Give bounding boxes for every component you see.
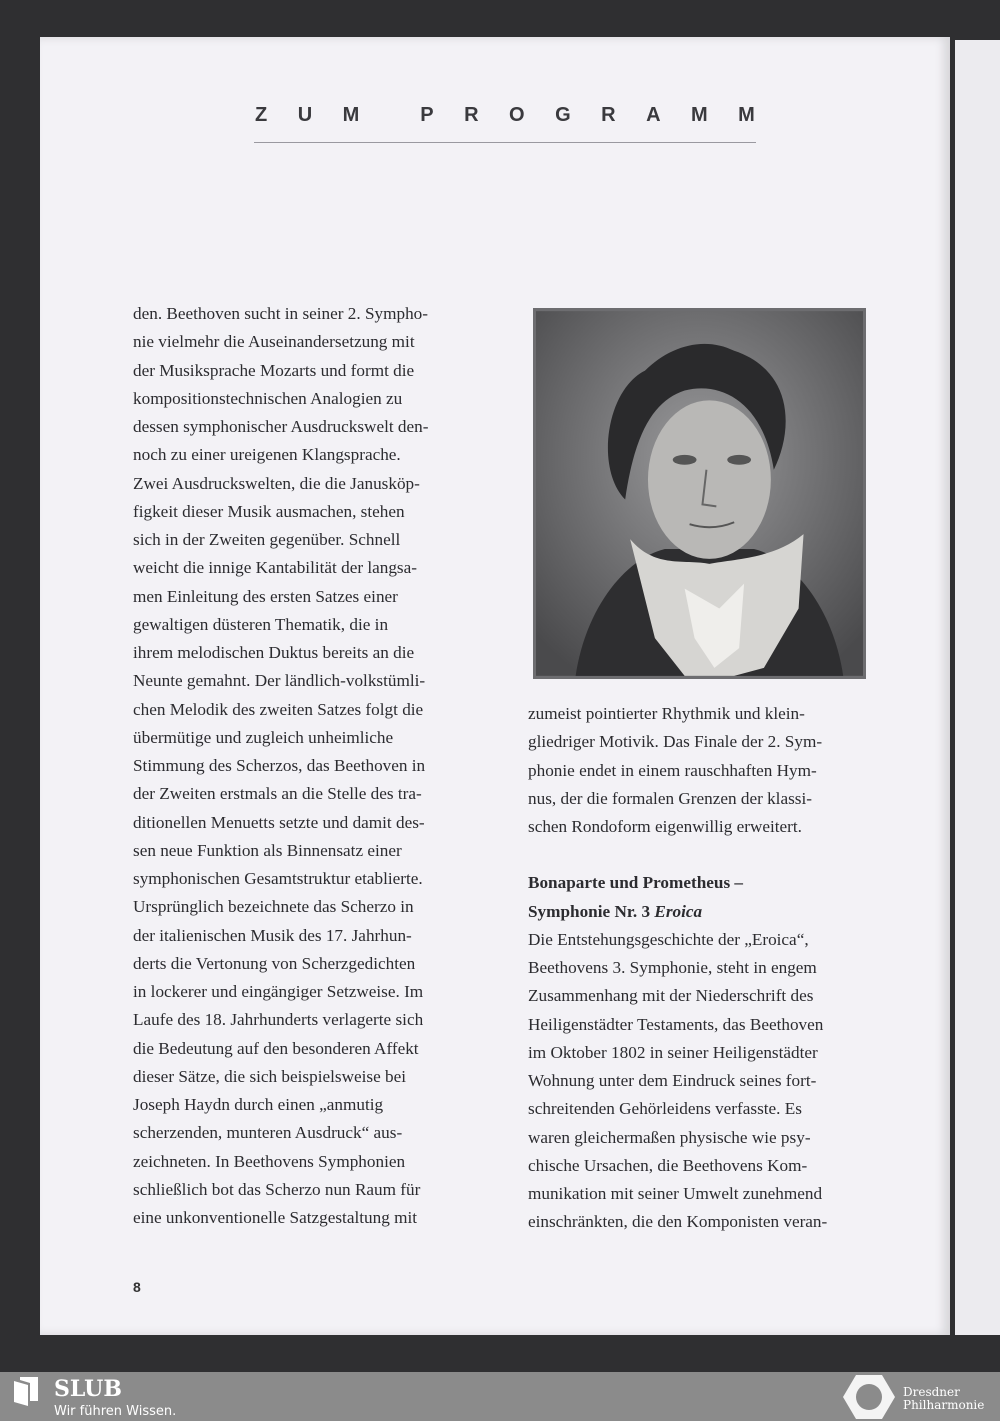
text-line: dessen symphonischer Ausdruckswelt den- [133, 417, 429, 436]
text-line: schreitenden Gehörleidens verfasste. Es [528, 1099, 802, 1119]
text-line: derts die Vertonung von Scherzgedichten [133, 953, 416, 973]
text-line: gliedriger Motivik. Das Finale der 2. Sym- [528, 732, 823, 752]
partner-line2: Philharmonie [903, 1398, 985, 1412]
header-letter: G [555, 104, 571, 126]
text-line: Zwei Ausdruckswelten, die die Janusköp- [133, 473, 420, 493]
text-line: munikation mit seiner Umwelt zunehmend [528, 1184, 823, 1203]
text-line: chen Melodik des zweiten Satzes folgt die [133, 699, 424, 719]
text-line: nus, der die formalen Grenzen der klassi- [528, 788, 812, 808]
text-line: kompositionstechnischen Analogien zu [133, 388, 403, 408]
section-heading-line2 [528, 898, 827, 926]
text-line: weicht die innige Kantabilität der langsa- [133, 558, 417, 578]
header-letter: P [420, 104, 434, 126]
philharmonie-name[interactable] [903, 1386, 984, 1412]
philharmonie-logo-icon [842, 1374, 896, 1420]
text-line: die Bedeutung auf den besonderen Affekt [133, 1038, 419, 1058]
text-line: Stimmung des Scherzos, das Beethoven in [133, 756, 426, 775]
header-letter: M [691, 104, 708, 126]
header-letter: U [297, 104, 313, 126]
text-line: in lockerer und eingängiger Setzweise. Im [133, 982, 424, 1001]
header-letter: R [464, 104, 479, 126]
text-line: nie vielmehr die Auseinandersetzung mit [133, 332, 415, 352]
text-line: eine unkonventionelle Satzgestaltung mit [133, 1208, 418, 1227]
slub-tagline: Wir führen Wissen. [54, 1404, 177, 1419]
text-line: Laufe des 18. Jahrhunderts verlagerte sich [133, 1010, 424, 1030]
text-line: figkeit dieser Musik ausmachen, stehen [133, 501, 405, 521]
text-line: Die Entstehungsgeschichte der „Eroica“, [528, 929, 809, 949]
text-line: gewaltigen düsteren Thematik, die in [133, 614, 389, 634]
heading-italic-title: Eroica [654, 901, 703, 921]
text-line: sich in der Zweiten gegenüber. Schnell [133, 530, 401, 549]
header-letter: R [601, 104, 616, 126]
header-letter: O [509, 104, 525, 126]
text-line: einschränkten, die den Komponisten veran- [528, 1212, 828, 1232]
header-letter: M [738, 104, 755, 126]
page-number: 8 [133, 1279, 141, 1295]
text-line: schen Rondoform eigenwillig erweitert. [528, 817, 802, 836]
header-letter: A [646, 104, 661, 126]
text-line: scherzenden, munteren Ausdruck“ aus- [133, 1123, 403, 1143]
text-line: den. Beethoven sucht in seiner 2. Sympho- [133, 304, 428, 323]
section-heading-line1: Bonaparte und Prometheus – [528, 873, 744, 893]
footer-bar [0, 1372, 1000, 1421]
text-line: Neunte gemahnt. Der ländlich-volkstümli- [133, 671, 426, 691]
text-line: zumeist pointierter Rhythmik und klein- [528, 704, 805, 723]
text-line: Joseph Haydn durch einen „anmutig [133, 1095, 384, 1114]
section-header [255, 104, 755, 127]
text-line: dieser Sätze, die sich beispielsweise bei [133, 1066, 407, 1086]
slub-logo-icon [12, 1377, 40, 1407]
text-line: chische Ursachen, die Beethovens Kom- [528, 1155, 808, 1175]
text-line: schließlich bot das Scherzo nun Raum für [133, 1179, 421, 1199]
text-line: sen neue Funktion als Binnensatz einer [133, 840, 402, 860]
text-line: der italienischen Musik des 17. Jahrhun- [133, 925, 412, 945]
text-line: waren gleichermaßen physische wie psy- [528, 1127, 811, 1147]
text-line: ihrem melodischen Duktus bereits an die [133, 643, 415, 662]
slub-name[interactable]: SLUB [54, 1376, 122, 1402]
header-letter: Z [255, 104, 268, 126]
partner-line1: Dresdner [903, 1385, 960, 1399]
left-text-column [133, 300, 428, 1232]
text-line: im Oktober 1802 in seiner Heiligenstädter [528, 1042, 818, 1062]
text-line: Zusammenhang mit der Niederschrift des [528, 986, 814, 1006]
facing-page-edge [955, 40, 1000, 1335]
heading-prefix: Symphonie Nr. 3 [528, 901, 655, 921]
text-line: der Zweiten erstmals an die Stelle des tra- [133, 784, 422, 804]
text-line: ditionellen Menuetts setzte und damit des- [133, 812, 425, 832]
text-line: zeichneten. In Beethovens Symphonien [133, 1151, 406, 1171]
text-line: Heiligenstädter Testaments, das Beethoven [528, 1014, 824, 1034]
text-line: Wohnung unter dem Eindruck seines fort- [528, 1071, 817, 1090]
text-line: Beethovens 3. Symphonie, steht in engem [528, 958, 817, 977]
text-line: phonie endet in einem rauschhaften Hym- [528, 760, 817, 780]
text-line: Ursprünglich bezeichnete das Scherzo in [133, 897, 414, 917]
beethoven-portrait [533, 308, 866, 679]
text-line: übermütige und zugleich unheimliche [133, 727, 394, 747]
text-line: der Musiksprache Mozarts und formt die [133, 360, 415, 380]
portrait-image [536, 311, 863, 676]
text-line: noch zu einer ureigenen Klangsprache. [133, 445, 401, 465]
text-line: men Einleitung des ersten Satzes einer [133, 586, 398, 606]
text-line: symphonischen Gesamtstruktur etablierte. [133, 869, 423, 888]
header-letter: M [342, 104, 360, 126]
right-text-column [528, 700, 827, 1237]
header-rule [254, 142, 756, 143]
